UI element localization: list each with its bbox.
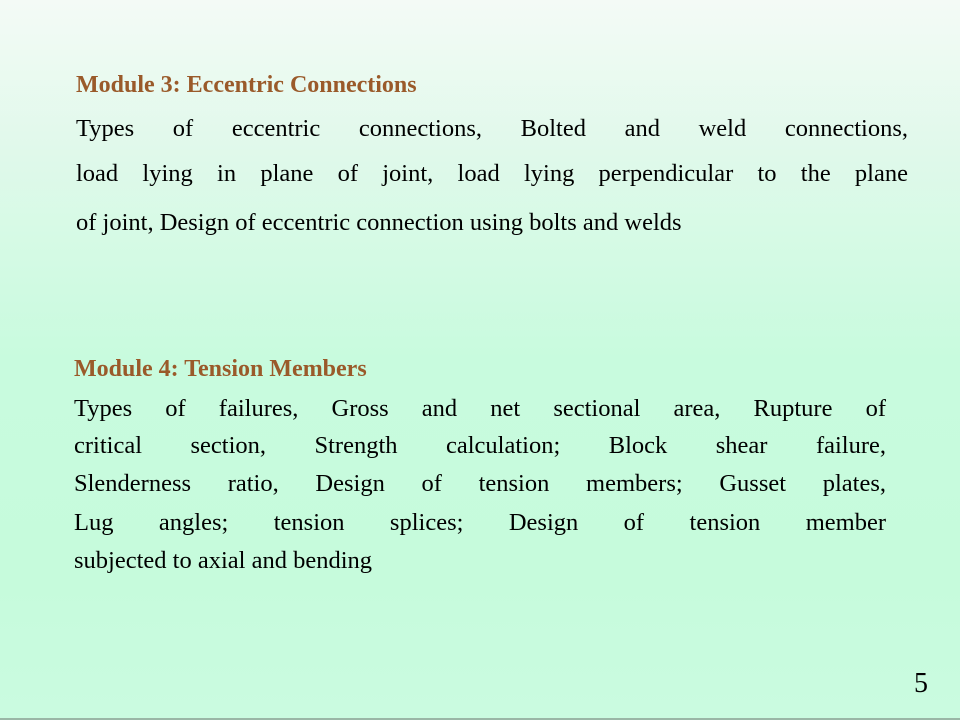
module-3-title: Module 3: Eccentric Connections xyxy=(76,72,417,98)
module-4-title: Module 4: Tension Members xyxy=(74,356,367,382)
module-4-line-5: subjected to axial and bending xyxy=(74,547,372,574)
module-4-line-1: Types of failures, Gross and net sectional area, Rupture of xyxy=(74,395,886,422)
module-3-line-1: Types of eccentric connections, Bolted and weld connections, xyxy=(76,115,908,142)
page-number: 5 xyxy=(914,668,928,699)
module-3-line-2: load lying in plane of joint, load lying perpendicular to the plane xyxy=(76,160,908,187)
module-4-line-3: Slenderness ratio, Design of tension members; Gusset plates, xyxy=(74,470,886,497)
module-3-line-3: of joint, Design of eccentric connection using bolts and welds xyxy=(76,209,682,236)
module-4-line-2: critical section, Strength calculation; Block shear failure, xyxy=(74,432,886,459)
module-4-line-4: Lug angles; tension splices; Design of tension member xyxy=(74,509,886,536)
